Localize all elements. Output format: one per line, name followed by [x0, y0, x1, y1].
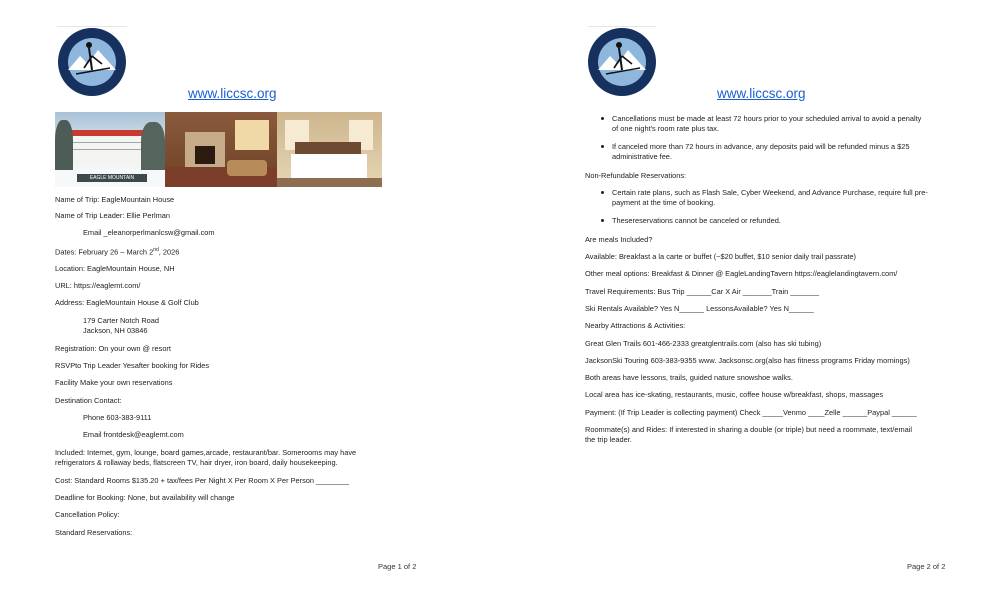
- rsvp: RSVPto Trip Leader Yesafter booking for Rides: [55, 361, 210, 370]
- jackson-ski-touring: JacksonSki Touring 603-383-9355 www. Jacksonsc.org(also has fitness programs Friday mornings): [585, 356, 910, 365]
- cost: Cost: Standard Rooms $135.20 + tax/fees Per Night X Per Room X Per Person ________: [55, 476, 349, 485]
- resort-address: Address: EagleMountain House & Golf Club: [55, 298, 199, 307]
- leader-email[interactable]: Email _eleanorperlmanlcsw@gmail.com: [83, 228, 215, 237]
- page-number: Page 2 of 2: [907, 562, 946, 571]
- cancel-policy-line-2: of one night's room rate plus tax.: [612, 124, 719, 133]
- roommate-line-2: the trip leader.: [585, 435, 632, 444]
- website-link[interactable]: www.liccsc.org: [717, 86, 806, 101]
- registration: Registration: On your own @ resort: [55, 344, 171, 353]
- prepayment-line-1: Certain rate plans, such as Flash Sale, Cyber Weekend, and Advance Purchase, require full pre-: [612, 188, 928, 197]
- destination-email[interactable]: Email frontdesk@eaglemt.com: [83, 430, 184, 439]
- address-city: Jackson, NH 03846: [83, 326, 148, 335]
- trip-dates: [55, 246, 179, 256]
- resort-exterior-photo: [55, 112, 165, 187]
- destination-contact: Destination Contact:: [55, 396, 122, 405]
- no-refund-note: Thesereservations cannot be canceled or refunded.: [612, 216, 781, 225]
- bullet-icon: [601, 191, 604, 194]
- bullet-icon: [601, 145, 604, 148]
- dates-superscript: nd: [153, 247, 159, 253]
- page-2: [500, 0, 1000, 609]
- both-areas: Both areas have lessons, trails, guided nature snowshoe walks.: [585, 373, 793, 382]
- ski-rentals: Ski Rentals Available? Yes N______ LessonsAvailable? Yes N______: [585, 304, 814, 313]
- refund-policy-line-2: administrative fee.: [612, 152, 672, 161]
- included-line-1: Included: Internet, gym, lounge, board games,arcade, restaurant/bar. Somerooms may have: [55, 448, 357, 457]
- cancel-policy-line-1: Cancellations must be made at least 72 hours prior to your scheduled arrival to avoid a penalty: [612, 114, 922, 123]
- payment: Payment: (If Trip Leader is collecting payment) Check _____Venmo ____Zelle ______Paypal ______: [585, 408, 917, 417]
- local-area: Local area has ice-skating, restaurants, music, coffee house w/breakfast, shops, massages: [585, 390, 884, 399]
- great-glen-trails: Great Glen Trails 601-466-2333 greatglentrails.com (also has ski tubing): [585, 339, 822, 348]
- resort-url[interactable]: URL: https://eaglemt.com/: [55, 281, 141, 290]
- other-meal-options: Other meal options: Breakfast & Dinner @ EagleLandingTavern https://eaglelandingtavern.com/: [585, 269, 898, 278]
- standard-reservations: Standard Reservations:: [55, 528, 133, 537]
- trip-leader: Name of Trip Leader: Ellie Perlman: [55, 211, 171, 220]
- dates-prefix: Dates: February 26 – March 2: [55, 247, 154, 257]
- page-number: Page 1 of 2: [378, 562, 417, 571]
- meals-available: Available: Breakfast a la carte or buffet (~$20 buffet, $10 senior daily trail passrate): [585, 252, 856, 261]
- trip-name: Name of Trip: EagleMountain House: [55, 195, 175, 204]
- website-link[interactable]: www.liccsc.org: [188, 86, 277, 101]
- dates-suffix: , 2026: [158, 247, 180, 257]
- booking-deadline: Deadline for Booking: None, but availability will change: [55, 493, 235, 502]
- resort-sign: EAGLE MOUNTAIN: [77, 174, 147, 182]
- included-line-2: refrigerators & rollaway beds, flatscreen TV, hair dryer, iron board, daily housekeeping.: [55, 458, 338, 467]
- resort-lounge-photo: [165, 112, 277, 187]
- cancellation-policy: Cancellation Policy:: [55, 510, 120, 519]
- meals-question: Are meals Included?: [585, 235, 653, 244]
- bullet-icon: [601, 117, 604, 120]
- refund-policy-line-1: If canceled more than 72 hours in advance, any deposits paid will be refunded minus a $25: [612, 142, 910, 151]
- nearby-heading: Nearby Attractions & Activities:: [585, 321, 686, 330]
- club-logo: [586, 26, 658, 98]
- address-street: 179 Carter Notch Road: [83, 316, 159, 325]
- destination-phone: Phone 603-383-9111: [83, 413, 152, 422]
- bullet-icon: [601, 219, 604, 222]
- nonrefundable-heading: Non-Refundable Reservations:: [585, 171, 687, 180]
- prepayment-line-2: payment at the time of booking.: [612, 198, 716, 207]
- roommate-line-1: Roommate(s) and Rides: If interested in sharing a double (or triple) but need a roommate, text/email: [585, 425, 912, 434]
- club-logo: [56, 26, 128, 98]
- trip-location: Location: EagleMountain House, NH: [55, 264, 175, 273]
- resort-bedroom-photo: [277, 112, 382, 187]
- travel-requirements: Travel Requirements: Bus Trip ______Car X Air _______Train _______: [585, 287, 820, 296]
- facility: Facility Make your own reservations: [55, 378, 173, 387]
